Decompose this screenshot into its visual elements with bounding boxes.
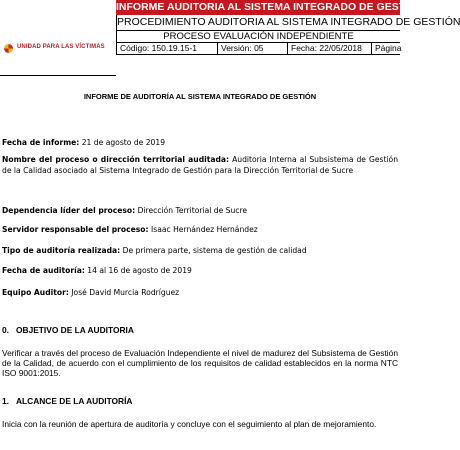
section-title: OBJETIVO DE LA AUDITORIA	[16, 325, 134, 335]
field-label: Tipo de auditoría realizada:	[2, 246, 121, 255]
section-title: ALCANCE DE LA AUDITORÍA	[16, 396, 133, 406]
field-responsible-official	[2, 224, 398, 235]
field-audit-date	[2, 265, 398, 276]
logo-cell	[0, 0, 116, 76]
field-label: Equipo Auditor:	[2, 288, 69, 297]
field-label: Fecha de auditoría:	[2, 266, 85, 275]
section-heading-scope	[2, 396, 132, 406]
field-value: Isaac Hernández Hernández	[148, 225, 258, 234]
field-label: Fecha de informe:	[2, 138, 80, 147]
field-lead-dependency	[2, 205, 398, 216]
field-label: Servidor responsable del proceso:	[2, 225, 149, 234]
page-number: Página	[371, 43, 411, 54]
field-value: 14 al 16 de agosto de 2019	[84, 266, 192, 275]
document-code: Código: 150.19.15-1	[120, 43, 198, 53]
section-number: 1.	[2, 396, 9, 406]
process-name: PROCESO EVALUACIÓN INDEPENDIENTE	[116, 31, 400, 43]
field-label: Dependencia líder del proceso:	[2, 206, 136, 215]
document-date: Fecha: 22/05/2018	[287, 43, 371, 54]
logo-text: UNIDAD PARA LAS VÍCTIMAS	[17, 44, 105, 50]
field-value: De primera parte, sistema de gestión de calidad	[120, 246, 307, 255]
field-label: Nombre del proceso o dirección territorial auditada:	[2, 155, 230, 164]
field-audit-type	[2, 245, 398, 256]
field-value: Auditoria Interna al Subsistema de Gestión de la Calidad asociado al Sistema Integrado de Gestión para la Dirección Territorial de Sucre	[2, 155, 399, 175]
document-header	[0, 0, 460, 76]
field-report-date	[2, 137, 398, 148]
field-value: José David Murcia Rodríguez	[68, 288, 180, 297]
section-text-scope: Inicia con la reunión de apertura de auditoría y concluye con el seguimiento al plan de mejoramiento.	[2, 419, 377, 429]
field-value: Dirección Territorial de Sucre	[135, 206, 248, 215]
document-title: INFORME DE AUDITORÍA AL SISTEMA INTEGRADO DE GESTIÓN	[83, 92, 317, 101]
section-text-objective: Verificar a través del proceso de Evaluación Independiente el nivel de madurez del Subsistema de Gestión de la Calidad, de acuerdo con el cumplimiento de los requisitos de calidad establecidos en la norma NTC ISO 9001:2015.	[2, 348, 398, 378]
report-title-bar: INFORME AUDITORIA AL SISTEMA INTEGRADO DE GESTIÓN	[116, 1, 424, 13]
document-version: Versión: 05	[217, 43, 287, 54]
section-number: 0.	[2, 325, 9, 335]
procedure-name: PROCEDIMIENTO AUDITORIA AL SISTEMA INTEGRADO DE GESTIÓN	[116, 15, 400, 31]
document-metadata	[116, 43, 400, 55]
unidad-victimas-logo-icon	[4, 44, 13, 53]
field-audit-team	[2, 287, 398, 298]
field-process-name	[2, 154, 398, 176]
field-value: 21 de agosto de 2019	[79, 138, 166, 147]
section-heading-objective	[2, 325, 134, 335]
